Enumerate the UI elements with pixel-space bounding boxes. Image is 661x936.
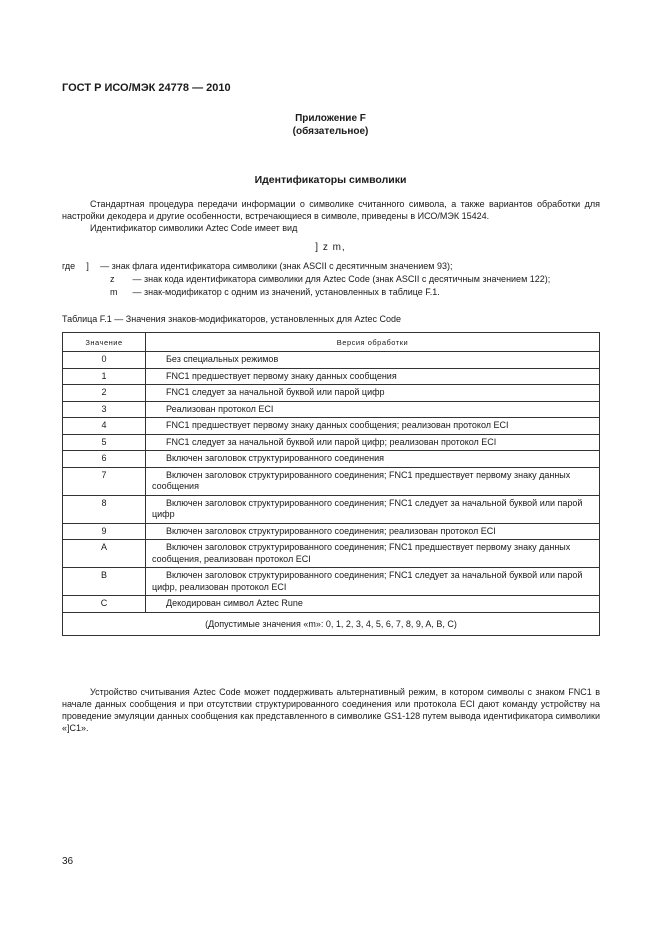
table-row: [63, 451, 600, 468]
cell-value: 3: [63, 401, 146, 418]
cell-desc: Включен заголовок структурированного соединения; реализован протокол ECI: [146, 523, 600, 540]
page-number: 36: [62, 856, 74, 867]
cell-value: 4: [63, 418, 146, 435]
cell-value: A: [63, 540, 146, 568]
cell-value: 2: [63, 385, 146, 402]
header-value: Значение: [63, 333, 146, 352]
where-item: [110, 286, 550, 299]
cell-desc: Декодирован символ Aztec Rune: [146, 596, 600, 613]
where-text: — знак флага идентификатора символики (знак ASCII с десятичным значением 93);: [100, 261, 453, 271]
where-list: [62, 260, 551, 299]
where-text: — знак-модификатор с одним из значений, установленных в таблице F.1.: [132, 287, 440, 297]
where-item: [62, 260, 550, 273]
where-symbol: ]: [86, 261, 89, 271]
table-row: [63, 434, 600, 451]
modifier-table: [62, 332, 600, 636]
where-prefix: где: [62, 261, 76, 271]
annex-status: (обязательное): [292, 126, 369, 137]
header-version: Версия обработки: [146, 333, 600, 352]
cell-desc: FNC1 предшествует первому знаку данных сообщения: [146, 368, 600, 385]
table-row: [63, 568, 600, 596]
cell-value: 7: [63, 467, 146, 495]
table-note: (Допустимые значения «m»: 0, 1, 2, 3, 4, 5, 6, 7, 8, 9, A, B, C): [63, 612, 600, 635]
annex-heading: [0, 112, 661, 138]
table-row: [63, 495, 600, 523]
cell-desc: Без специальных режимов: [146, 352, 600, 369]
cell-desc: Включен заголовок структурированного соединения; FNC1 предшествует первому знаку данных сообщения: [146, 467, 600, 495]
where-symbol: z: [110, 274, 115, 284]
cell-desc: Включен заголовок структурированного соединения; FNC1 предшествует первому знаку данных сообщения, реализован протокол ECI: [146, 540, 600, 568]
closing-paragraph: Устройство считывания Aztec Code может поддерживать альтернативный режим, в котором символы с знаком FNC1 в начале данных сообщения и при отсутствии структурированного соединения или протокола ECI дают команду устройству на проведение эмуляции данных сообщения как представленного в символике GS1-128 путем вывода идентификатора символики «]C1».: [62, 687, 600, 733]
cell-value: 0: [63, 352, 146, 369]
table-row: [63, 540, 600, 568]
cell-desc: Включен заголовок структурированного соединения; FNC1 следует за начальной буквой или парой цифр: [146, 495, 600, 523]
where-text: — знак кода идентификатора символики для Aztec Code (знак ASCII с десятичным значением 122);: [132, 274, 551, 284]
cell-value: 9: [63, 523, 146, 540]
annex-title: Приложение F: [295, 113, 366, 124]
cell-desc: Реализован протокол ECI: [146, 401, 600, 418]
cell-value: C: [63, 596, 146, 613]
table-row: [63, 352, 600, 369]
table-row: [63, 418, 600, 435]
identifier-formula: ] z m,: [315, 242, 346, 253]
cell-value: 5: [63, 434, 146, 451]
where-symbol: m: [110, 287, 118, 297]
table-caption: Таблица F.1 — Значения знаков-модификаторов, установленных для Aztec Code: [62, 314, 402, 324]
cell-desc: FNC1 следует за начальной буквой или парой цифр; реализован протокол ECI: [146, 434, 600, 451]
cell-value: B: [63, 568, 146, 596]
table-header-row: [63, 333, 600, 352]
table-note-row: [63, 612, 600, 635]
table-row: [63, 385, 600, 402]
standard-header: ГОСТ Р ИСО/МЭК 24778 — 2010: [62, 82, 231, 94]
identifier-paragraph: Идентификатор символики Aztec Code имеет вид: [90, 223, 298, 233]
cell-value: 1: [63, 368, 146, 385]
table-row: [63, 368, 600, 385]
intro-paragraph: Стандартная процедура передачи информации о символике считанного символа, а также вариантов обработки для настройки декодера и другие особенности, встречающиеся в символе, приведены в ИСО/МЭК 15424.: [62, 199, 600, 221]
table-row: [63, 596, 600, 613]
cell-value: 8: [63, 495, 146, 523]
where-item: [110, 273, 550, 286]
cell-desc: FNC1 следует за начальной буквой или парой цифр: [146, 385, 600, 402]
cell-desc: FNC1 предшествует первому знаку данных сообщения; реализован протокол ECI: [146, 418, 600, 435]
section-title: Идентификаторы символики: [254, 174, 407, 186]
cell-value: 6: [63, 451, 146, 468]
table-row: [63, 523, 600, 540]
table-row: [63, 467, 600, 495]
cell-desc: Включен заголовок структурированного соединения: [146, 451, 600, 468]
table-row: [63, 401, 600, 418]
cell-desc: Включен заголовок структурированного соединения; FNC1 следует за начальной буквой или парой цифр, реализован протокол ECI: [146, 568, 600, 596]
